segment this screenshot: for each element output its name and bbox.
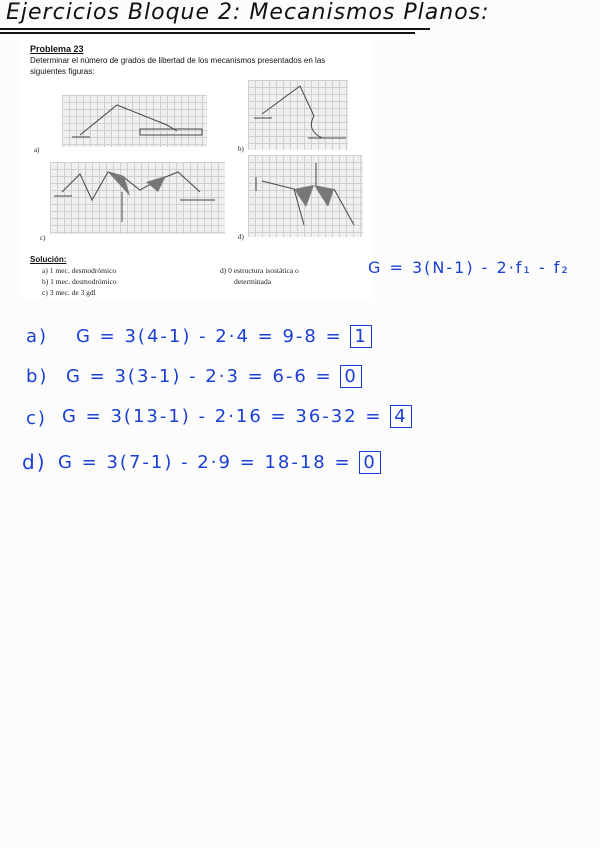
problem-statement: Determinar el número de grados de libertad de los mecanismos presentados en las siguientes figuras: — [30, 56, 326, 76]
answer-line-a — [76, 326, 372, 347]
solution-item-d: d) 0 estructura isostática o — [220, 266, 299, 275]
figure-a-mechanism — [62, 95, 207, 147]
answer-expr-c: G = 3(13-1) - 2·16 = 36-32 = — [62, 406, 383, 427]
answer-label-b: b) — [26, 366, 49, 387]
title-underline — [0, 28, 430, 30]
figure-b-mechanism — [248, 80, 348, 150]
answer-result-b: 0 — [340, 365, 361, 388]
problem-title: Problema 23 — [30, 44, 84, 54]
figure-d-label: d) — [238, 233, 244, 241]
answer-label-a: a) — [26, 326, 49, 347]
figure-b-label: b) — [238, 145, 244, 153]
solution-item-d-cont: determinada — [234, 277, 272, 286]
answer-expr-a: G = 3(4-1) - 2·4 = 9-8 = — [76, 326, 343, 347]
figure-c-label: c) — [40, 234, 46, 242]
figure-d-mechanism — [248, 155, 363, 237]
solution-title: Solución: — [30, 255, 67, 264]
answer-expr-b: G = 3(3-1) - 2·3 = 6-6 = — [66, 366, 333, 387]
figure-a-label: a) — [34, 146, 40, 154]
solution-item-a: a) 1 mec. desmodrómico — [42, 266, 117, 275]
answer-line-b — [66, 366, 362, 387]
answer-line-d — [58, 452, 381, 473]
solution-item-c: c) 3 mec. de 3 gdl — [42, 288, 96, 297]
answer-line-c — [62, 406, 412, 427]
page-title: Ejercicios Bloque 2: Mecanismos Planos: — [6, 0, 490, 25]
answer-label-d: d) — [22, 450, 47, 474]
answer-result-a: 1 — [350, 325, 371, 348]
answer-label-c: c) — [26, 408, 47, 429]
formula: G = 3(N-1) - 2·f₁ - f₂ — [368, 258, 570, 277]
answer-result-d: 0 — [359, 451, 380, 474]
figure-c-mechanism — [50, 162, 225, 234]
answer-expr-d: G = 3(7-1) - 2·9 = 18-18 = — [58, 452, 352, 473]
solution-item-b: b) 1 mec. desmodrómico — [42, 277, 117, 286]
title-underline-2 — [0, 32, 415, 34]
answer-result-c: 4 — [390, 405, 411, 428]
